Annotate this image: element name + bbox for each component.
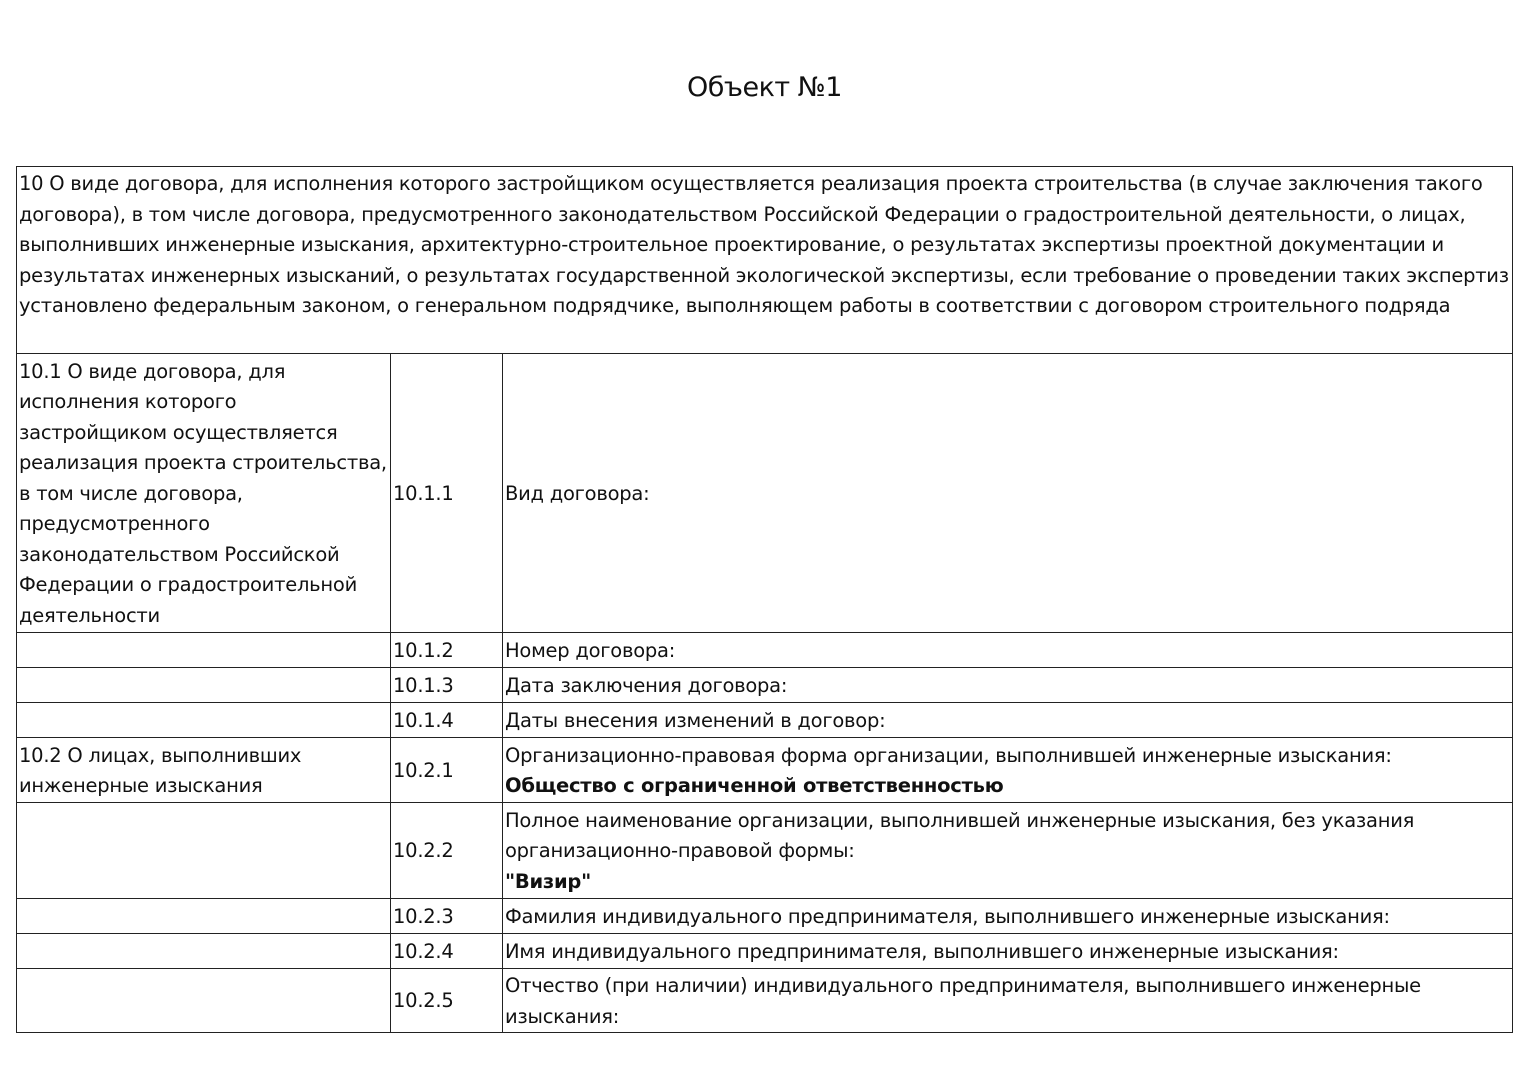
field-label: Отчество (при наличии) индивидуального предпринимателя, выполнившего инженерные изыскания: (505, 974, 1421, 1028)
table-row (17, 633, 1513, 668)
field-cell (503, 738, 1513, 803)
field-label: Организационно-правовая форма организации, выполнившей инженерные изыскания: (505, 743, 1392, 767)
project-declaration-table (16, 166, 1513, 1033)
field-cell (503, 969, 1513, 1033)
code-cell: 10.1.3 (391, 668, 503, 703)
field-value: Общество с ограниченной ответственностью (505, 774, 1004, 797)
field-label: Дата заключения договора: (505, 673, 788, 697)
code-cell: 10.1.4 (391, 703, 503, 738)
code-cell: 10.2.3 (391, 899, 503, 934)
group-cell (17, 803, 391, 899)
field-value: "Визир" (505, 869, 592, 893)
table-row (17, 803, 1513, 899)
code-cell: 10.2.4 (391, 934, 503, 969)
field-cell (503, 803, 1513, 899)
group-cell (17, 934, 391, 969)
field-label: Даты внесения изменений в договор: (505, 708, 886, 732)
field-label: Номер договора: (505, 638, 676, 662)
table-row (17, 934, 1513, 969)
field-cell (503, 934, 1513, 969)
code-cell: 10.2.5 (391, 969, 503, 1033)
field-cell (503, 354, 1513, 633)
field-label: Вид договора: (505, 481, 650, 505)
group-cell: 10.1 О виде договора, для исполнения которого застройщиком осуществляется реализация проекта строительства, в том числе договора, предусмотренного законодательством Российской Федерации о градостроительной деятельности (17, 354, 391, 633)
field-cell (503, 633, 1513, 668)
table-row (17, 969, 1513, 1033)
field-label: Фамилия индивидуального предпринимателя, выполнившего инженерные изыскания: (505, 904, 1390, 928)
code-cell: 10.2.2 (391, 803, 503, 899)
group-cell (17, 633, 391, 668)
group-cell: 10.2 О лицах, выполнивших инженерные изыскания (17, 738, 391, 803)
table-row (17, 668, 1513, 703)
table-row (17, 738, 1513, 803)
field-label: Имя индивидуального предпринимателя, выполнившего инженерные изыскания: (505, 939, 1339, 963)
table-row (17, 354, 1513, 633)
field-cell (503, 899, 1513, 934)
section-header-row (17, 167, 1513, 354)
field-label: Полное наименование организации, выполнившей инженерные изыскания, без указания организационно-правовой формы: (505, 808, 1415, 863)
table-row (17, 703, 1513, 738)
field-cell (503, 703, 1513, 738)
code-cell: 10.1.1 (391, 354, 503, 633)
code-cell: 10.2.1 (391, 738, 503, 803)
group-cell (17, 703, 391, 738)
section-header: 10 О виде договора, для исполнения которого застройщиком осуществляется реализация проекта строительства (в случае заключения такого договора), в том числе договора, предусмотренного законодательством Российской Федерации о градостроительной деятельности, о лицах, выполнивших инженерные изыскания, архитектурно-строительное проектирование, о результатах экспертизы проектной документации и результатах инженерных изысканий, о результатах государственной экологической экспертизы, если требование о проведении таких экспертиз установлено федеральным законом, о генеральном подрядчике, выполняющем работы в соответствии с договором строительного подряда (17, 167, 1513, 354)
table-row (17, 899, 1513, 934)
page-title: Объект №1 (687, 72, 842, 103)
field-cell (503, 668, 1513, 703)
group-cell (17, 668, 391, 703)
group-cell (17, 899, 391, 934)
group-cell (17, 969, 391, 1033)
code-cell: 10.1.2 (391, 633, 503, 668)
